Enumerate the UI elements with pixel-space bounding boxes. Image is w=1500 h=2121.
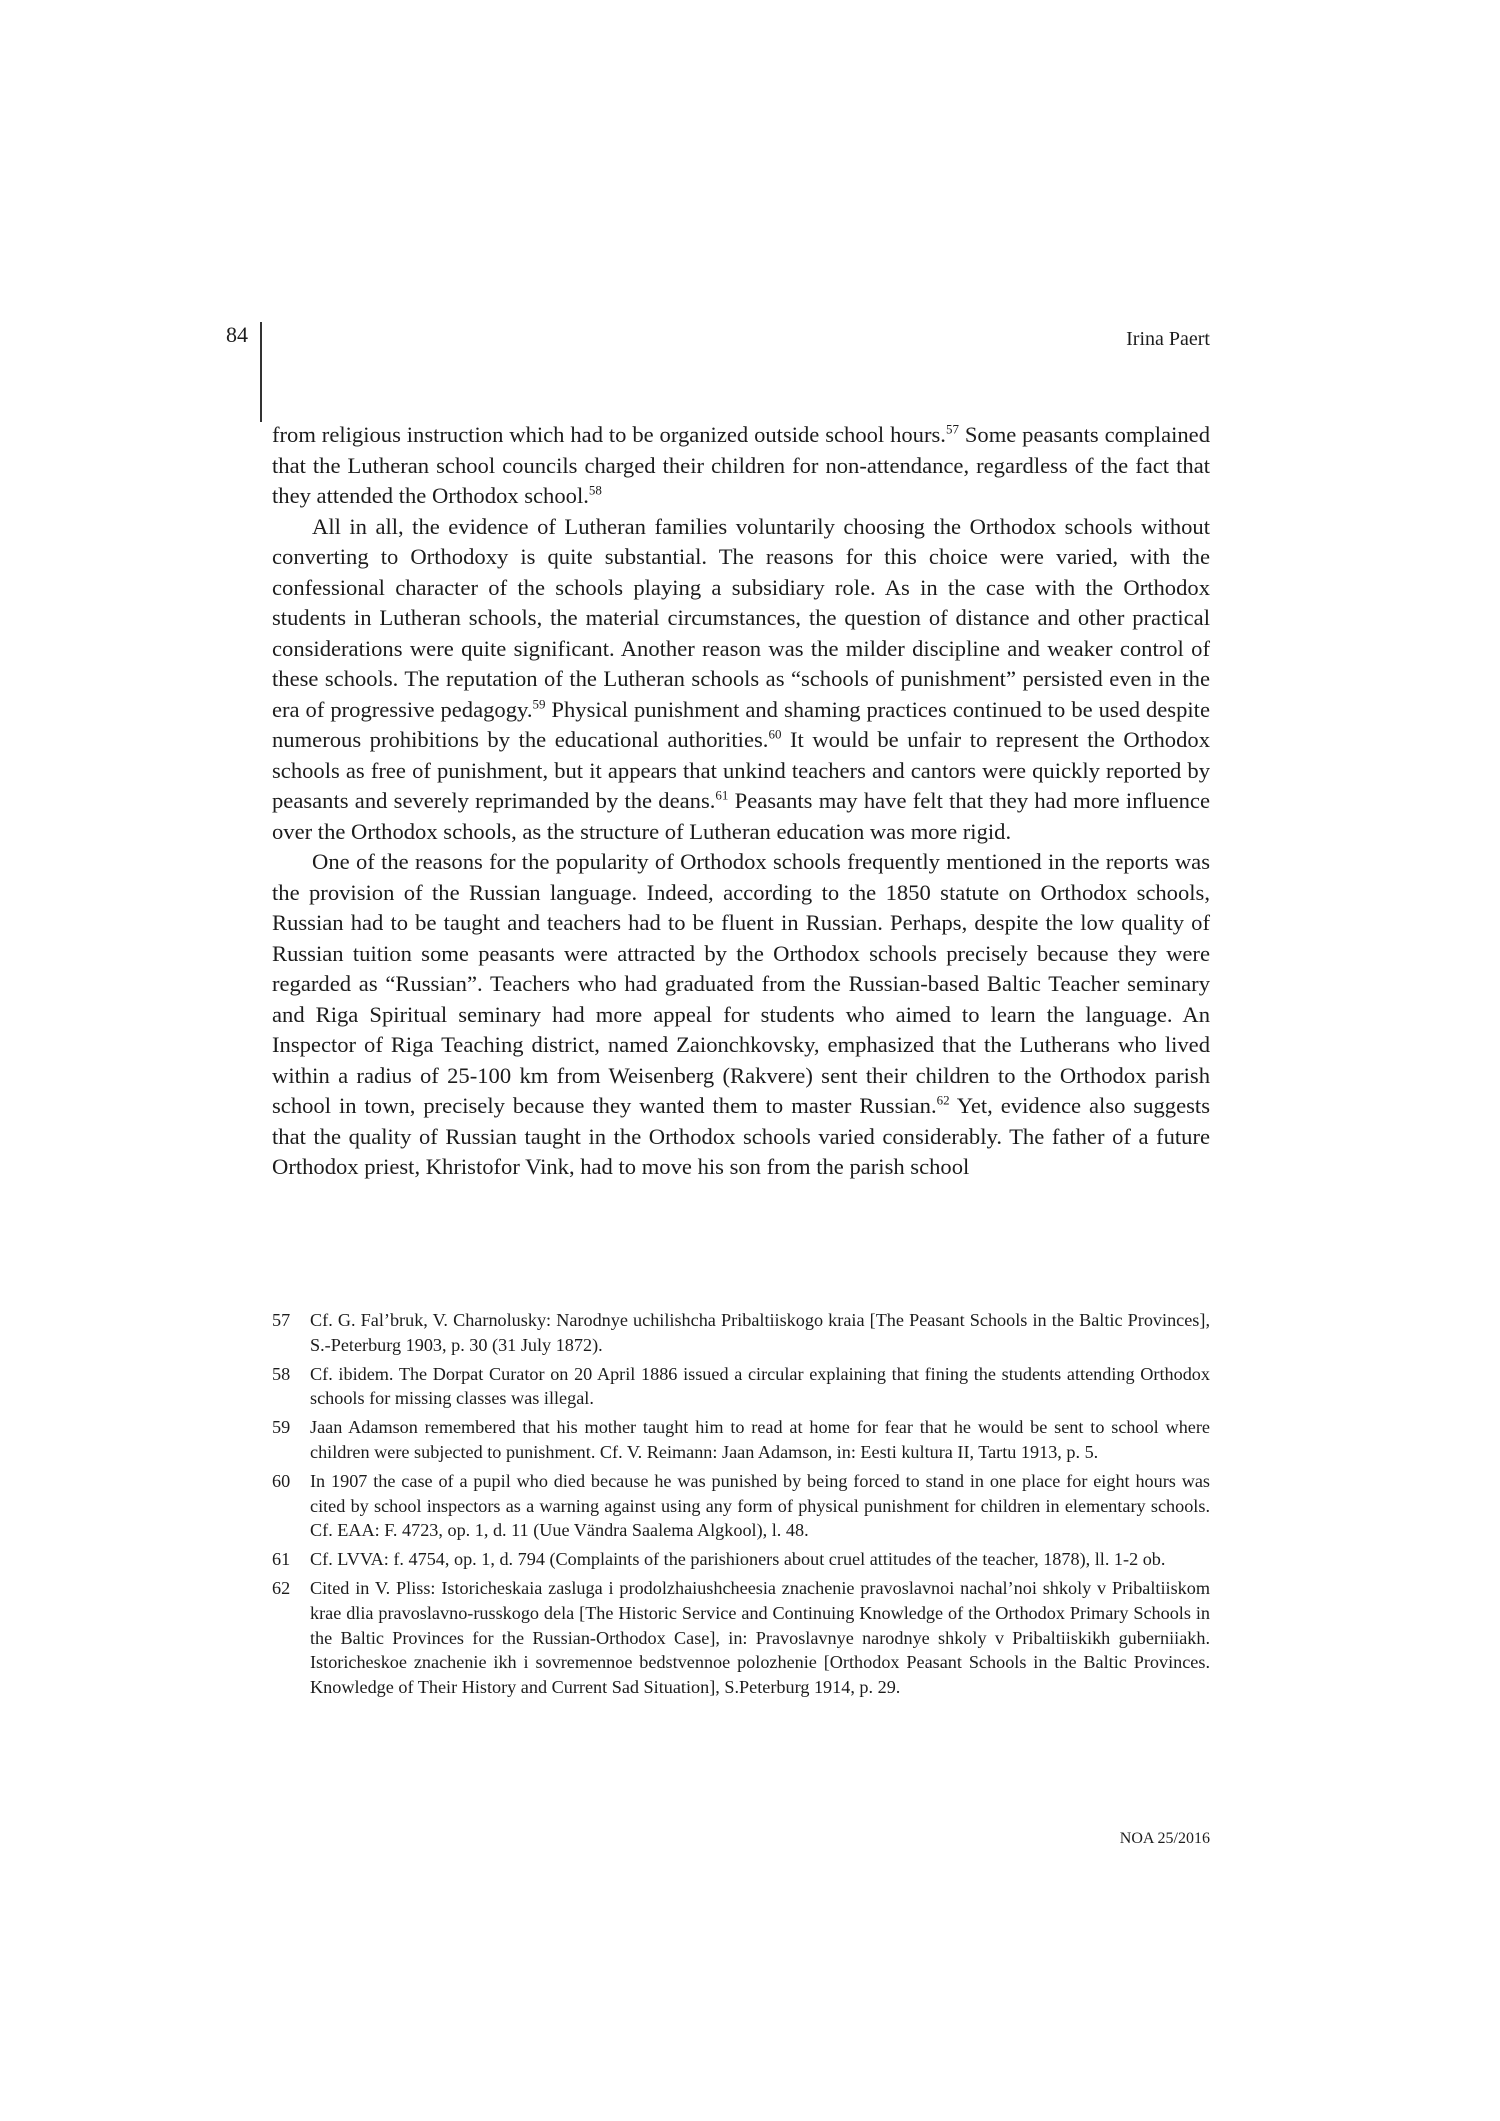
footnote-text: In 1907 the case of a pupil who died because he was punished by being forced to stand in one place for eight hours was cited by school inspectors as a warning against using any form of physical punishment for children in elementary schools. Cf. EAA: F. 4723, op. 1, d. 11 (Uue Vändra Saalema Algkool), l. 48. — [310, 1470, 1210, 1541]
body-text — [272, 420, 1210, 1183]
footnote — [272, 1576, 1210, 1700]
footnote-number: 58 — [272, 1363, 291, 1384]
footnote-text: Jaan Adamson remembered that his mother taught him to read at home for fear that he would be sent to school where children were subjected to punishment. Cf. V. Reimann: Jaan Adamson, in: Eesti kultura II, Tartu 1913, p. 5. — [310, 1417, 1210, 1462]
paragraph-1 — [272, 420, 1210, 512]
text-run: Yet, evidence also suggests that the quality of Russian taught in the Orthodox schools varied considerably. The father of a future Orthodox priest, Khristofor Vink, had to move his son from the parish school — [272, 1093, 1210, 1179]
footnote-marker[interactable]: 60 — [768, 726, 782, 742]
margin-rule — [260, 322, 262, 422]
footnote — [272, 1362, 1210, 1412]
footnote-number: 59 — [272, 1417, 291, 1438]
footnote — [272, 1308, 1210, 1358]
footnote-text: Cf. G. Fal’bruk, V. Charnolusky: Narodnye uchilishcha Pribaltiiskogo kraia [The Peasant Schools in the Baltic Provinces], S.-Peterburg 1903, p. 30 (31 July 1872). — [310, 1310, 1210, 1355]
text-run: All in all, the evidence of Lutheran families voluntarily choosing the Orthodox schools without converting to Orthodoxy is quite substantial. The reasons for this choice were varied, with the confessional character of the schools playing a subsidiary role. As in the case with the Orthodox students in Lutheran schools, the material circumstances, the question of distance and other practical considerations were quite significant. Another reason was the milder discipline and weaker control of these schools. The reputation of the Lutheran schools as “schools of punishment” persisted even in the era of progressive pedagogy. — [272, 513, 1210, 722]
text-run: Peasants may have felt that they had more influence over the Orthodox schools, as the structure of Lutheran education was more rigid. — [272, 788, 1210, 844]
text-run: Physical punishment and shaming practices continued to be used despite numerous prohibitions by the educational authorities. — [272, 696, 1210, 752]
footnote — [272, 1415, 1210, 1465]
footnote-number: 60 — [272, 1470, 291, 1491]
text-run: from religious instruction which had to be organized outside school hours. — [272, 422, 946, 447]
footnote-marker[interactable]: 61 — [715, 787, 729, 803]
footnote-marker[interactable]: 58 — [588, 482, 602, 498]
text-run: Some peasants complained that the Lutheran school councils charged their children for non-attendance, regardless of the fact that they attended the Orthodox school. — [272, 422, 1211, 508]
footnote-number: 62 — [272, 1577, 291, 1598]
footnote — [272, 1547, 1210, 1572]
paragraph-2 — [272, 512, 1210, 848]
footnote-number: 57 — [272, 1310, 291, 1330]
footnote-text: Cf. LVVA: f. 4754, op. 1, d. 794 (Complaints of the parishioners about cruel attitudes of the teacher, 1878), ll. 1-2 ob. — [310, 1549, 1166, 1570]
footnotes — [272, 1308, 1210, 1704]
page-number: 84 — [226, 322, 248, 347]
paragraph-3 — [272, 847, 1210, 1183]
footnote-text: Cf. ibidem. The Dorpat Curator on 20 April 1886 issued a circular explaining that fining the students attending Orthodox schools for missing classes was illegal. — [310, 1363, 1210, 1409]
footnote-text: Cited in V. Pliss: Istoricheskaia zasluga i prodolzhaiushcheesia znachenie pravoslavnoi nachal’noi shkoly v Pribaltiiskom krae dlia pravoslavno-russkogo dela [The Historic Service and Continuing Knowledge of the Orthodox Primary Schools in the Baltic Provinces for the Russian-Orthodox Case], in: Pravoslavnye narodnye shkoly v Pribaltiiskikh guberniiakh. Istoricheskoe znachenie ikh i sovremennoe bedstvennoe polozhenie [Orthodox Peasant Schools in the Baltic Provinces. Knowledge of Their History and Current Sad Situation], S.Peterburg 1914, p. 29. — [310, 1577, 1210, 1698]
text-run: It would be unfair to represent the Orthodox schools as free of punishment, but it appears that unkind teachers and cantors were quickly reported by peasants and severely reprimanded by the deans. — [272, 727, 1210, 813]
footnote-number: 61 — [272, 1549, 291, 1570]
footnote — [272, 1469, 1210, 1543]
footnote-marker[interactable]: 62 — [936, 1092, 950, 1108]
running-head-author: Irina Paert — [1126, 328, 1210, 350]
text-run: One of the reasons for the popularity of Orthodox schools frequently mentioned in the reports was the provision of the Russian language. Indeed, according to the 1850 statute on Orthodox schools, Russian had to be taught and teachers had to be fluent in Russian. Perhaps, despite the low quality of Russian tuition some peasants were attracted by the Orthodox schools precisely because they were regarded as “Russian”. Teachers who had graduated from the Russian-based Baltic Teacher seminary and Riga Spiritual seminary had more appeal for students who aimed to learn the language. An Inspector of Riga Teaching district, named Zaionchkovsky, emphasized that the Lutherans who lived within a radius of 25-100 km from Weisenberg (Rakvere) sent their children to the Orthodox parish school in town, precisely because they wanted them to master Russian. — [272, 849, 1210, 1118]
footnote-marker[interactable]: 57 — [945, 421, 959, 437]
footnote-marker[interactable]: 59 — [532, 695, 546, 711]
journal-issue: NOA 25/2016 — [1119, 1830, 1210, 1847]
